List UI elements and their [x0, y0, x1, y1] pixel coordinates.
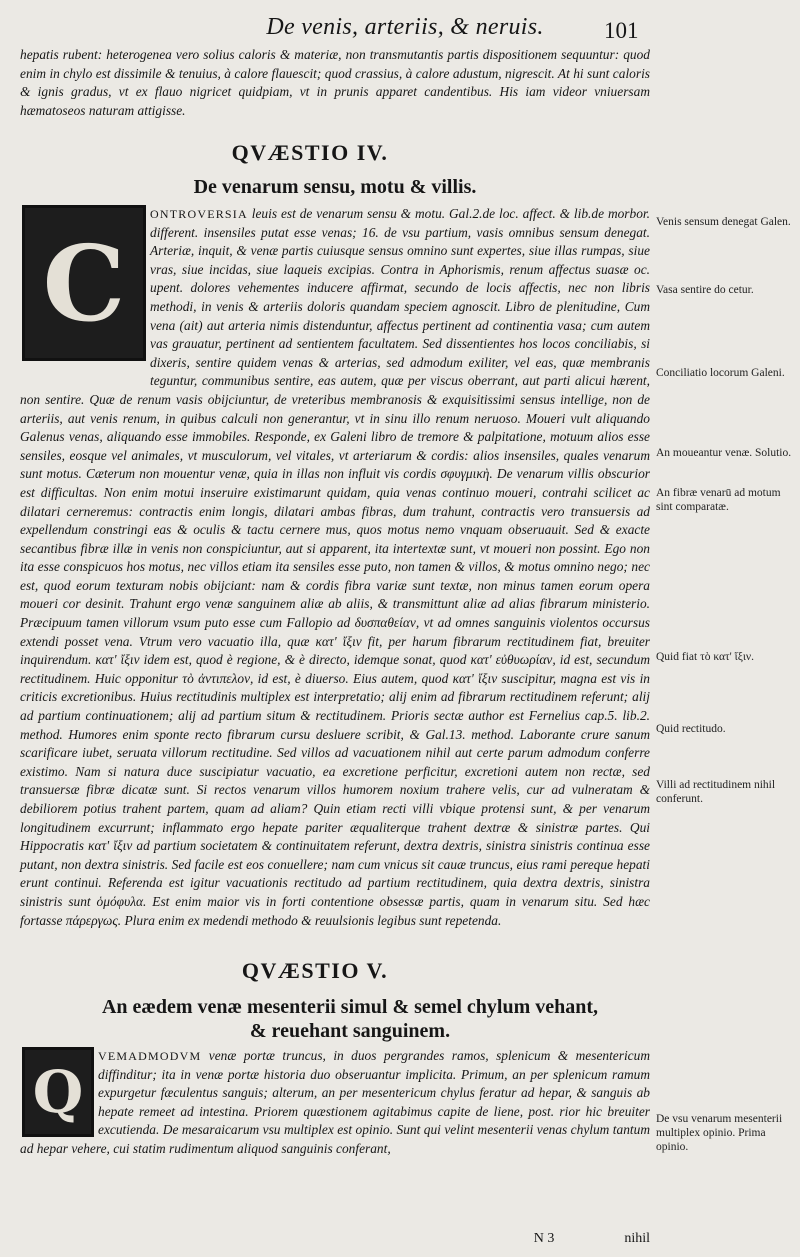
question-5-body: [20, 1047, 650, 1159]
margin-note: De vsu venarum mesenterii multiplex opinio. Prima opinio.: [656, 1113, 783, 1153]
lead-word: ONTROVERSIA: [150, 207, 248, 221]
margin-note: Quid fiat τὸ κατ' ἴξιν.: [656, 651, 754, 663]
signature-mark: N 3: [533, 1231, 555, 1246]
margin-note: An moueantur venæ. Solutio.: [656, 447, 792, 459]
lead-word: VEMADMODVM: [98, 1049, 202, 1063]
margin-note: Villi ad rectitudinem nihil conferunt.: [656, 779, 776, 805]
question-4-text: leuis est de venarum sensu & motu. Gal.2.de loc. affect. & lib.de morbor. different. insensiles putat esse venas; 16. de vsu partium, vasis omnibus sensum denegat. Arteriæ, inquit, & venæ partis cuiusque sensus omnino sunt expertes, siue illas rumpas, siue vras, siue incidas, siue laqueis excipias. Contra in Aphorismis, renum affectus suasæ oc. upent. dolores vehementes inducere affirmat, secundo de locis affectis, nec non libris methodi, in venis & arteriis doloris quandam speciem agnoscit. Libro de plenitudine, Cum vena (ait) aut arteria nimis distenduntur, affectus pertinent ad continentia vasa; cum autem vas grauatur, pertinent ad sentientem facultatem. Sed dissentientes hos locos conciliabis, si dixeris, sentire quidem venas & arterias, sed admodum exiliter, vel eas, quæ membranis teguntur, communibus sentire, eas autem, quæ per viscus oberrant, aut parti alicui hærent, non sentire. Quæ de renum vasis obijciuntur, de vreteribus membranosis & exquisitissimi sensus intellige, non de arteriis, aut venis renum, in quibus calculi non generantur, vt in sinu illo renum neruoso. Moueri vult aliquando Galenus venas, aliquando esse immobiles. Responde, ex Galeni libro de tremore & palpitatione, motuum alios esse sensiles, eosque vel animales, vt musculorum, vel vitales, vt arteriarum & cordis: alios insensiles, quales venarum sunt motus. Cæterum non mouentur venæ, quia in illas non influit vis cordis σφυγμικὴ. De venarum villis obscurior est difficultas. Non enim motui inseruire existimarunt quidam, quia venas continuo moueri, contrahi scilicet ac dilatari cerneremus: contractis enim longis, dilatari ambas fibras, dum trahunt, contractis vero transuersis ad expellendum constringi eas & oculis & tactu cernere mus, quos motus nemo vnquam obseruauit. Sed & exacte secantibus fibræ illæ in venis non conspiciuntur, aut si apparent, ita intertextæ sunt, vt moueri non possint. Ego non ita esse conspicuos hos motus, nec villos etiam ita sensiles esse puto, non tamen & villos, & motus omnino nego; nec est, quod eorum texturam nobis obijciant: nam & cordis fibra variæ sunt textæ, non minus tamen eorum opera moueri cor desinit. Trahunt ergo venæ sanguinem aliæ ab aliis, & transmittunt aliæ ad alias fibrarum ministerio. Præcipuum tamen villorum vsum puto esse cum Fallopio ad δυσπαθείαν, vt ad omnes sanguinis violentos occursus extendi posset vena. Vtrum vero vacuatio illa, quæ κατ' ἴξιν fit, per harum fibrarum rectitudinem fiat, breuiter inquirendum. κατ' ἴξιν idem est, quod è regione, & è directo, idemque sonat, quod κατ' εὐθυωρίαν, id est, secundum rectitudinem. Huic opponitur τὸ ἀντιπελον, id est, è diuerso. Eius autem, quod κατ' ἴξιν suscipitur, magna est vis in criticis excretionibus. Huius rectitudinis multiplex est interpretatio; alij enim ad fibrarum rectitudinem referunt; alij ad partium continuationem; alij ad partium situm & rectitudinem. Prioris sectæ author est Fernelius cap.5. lib.2. method. Humores enim sponte recto fibrarum cursu desluere scribit, & Gal.13. method. Laborante crure sanum scarificare iubet, seruata villorum rectitudine. Sed villos ad vacuationem nihil aut certe parum admodum conferre existimo. Nam si natura duce suscipiatur vacuatio, ea excretione perficitur, excretioni autem non rectæ, sed transuersæ fibræ dicatæ sunt. Si rectos venarum villos humorem noxium trahere velis, cur ad vulneratam & debiliorem potius trahent partem, quam ad aliam? Quin etiam recti villi vbique protensi sunt, & per venarum longitudinem excurrunt; inflammato ergo hepate pariter æqualiterque trahent dextræ & sinistræ partes. Qui Hippocratis κατ' ἴξιν ad partium societatem & continuitatem referunt, dextra dextris, sinistra sinistris continua esse putant, non dextra sinistris. Sed facile est eos conuellere; nam cum vnicus sit cauæ truncus, eius rami pereque hepati erunt continui. Referenda est igitur vacuationis rectitudo ad partium rectitudinem, quia dextra dextris, sinistra sinistris sunt ὁμόφυλα. Est enim maior vis in forti contentione obsessæ partis, quam in venarum situ. Sed hæc fortasse πάρεργως. Plura enim ex medendi methodo & reuulsionis legibus sunt repetenda.: [20, 206, 650, 928]
question-4-subtitle: De venarum sensu, motu & villis.: [193, 176, 477, 198]
page-footer: [20, 1231, 650, 1247]
margin-note: An fibræ venarū ad motum sint comparatæ.: [656, 487, 781, 513]
margin-note: Venis sensum denegat Galen.: [656, 216, 791, 228]
running-head: De venis, arteriis, & neruis.: [266, 14, 544, 40]
margin-note: Quid rectitudo.: [656, 723, 726, 735]
question-5-subtitle-continued: & reuehant sanguinem.: [249, 1020, 451, 1042]
margin-note: Conciliatio locorum Galeni.: [656, 367, 785, 379]
question-4-title: QVÆSTIO IV.: [231, 140, 389, 165]
intro-paragraph: hepatis rubent: heterogenea vero solius caloris & materiæ, non transmutantis partis dispositionem sequuntur: quod enim in chylo est dissimile & tenuius, à calore flauescit; quod crassius, à calore adustum, nigrescit. At hi sunt caloris & ignis gradus, vt ex flauo nigricet quidpiam, vt in prunis apparet candentibus. His iam videor vniuersam hæmatoseos naturam attigisse.: [20, 47, 650, 118]
page-number: 101: [604, 18, 639, 43]
initial-spacer: [20, 205, 142, 373]
margin-note: Vasa sentire do cetur.: [656, 284, 754, 296]
initial-letter: Q: [32, 1058, 84, 1126]
catchword: nihil: [624, 1231, 650, 1246]
question-4-body: [20, 205, 650, 930]
initial-spacer: [20, 1047, 92, 1135]
initial-letter: C: [42, 221, 126, 345]
question-5-text: venæ portæ truncus, in duos pergrandes ramos, splenicum & mesentericum diffinditur; ita in venæ portæ historia duo obseruantur implicita. Primum, an per splenicum ramum expurgetur fæculentus sanguis; alterum, an per mesentericum chylus feratur ad hepar, & sanguis ab hepate remeet ad intestina. Priorem quæstionem agitabimus capite de liene, post. rior hic breuiter excutienda. De mesaraicarum vsu multiplex est opinio. Sunt qui velint mesenterii venas chylum tantum ad hepar vehere, cui statim rudimentum aliquod sanguinis conferant,: [20, 1048, 650, 1156]
question-5-title: QVÆSTIO V.: [241, 958, 389, 983]
question-5-subtitle: An eædem venæ mesenterii simul & semel chylum vehant,: [101, 996, 599, 1018]
